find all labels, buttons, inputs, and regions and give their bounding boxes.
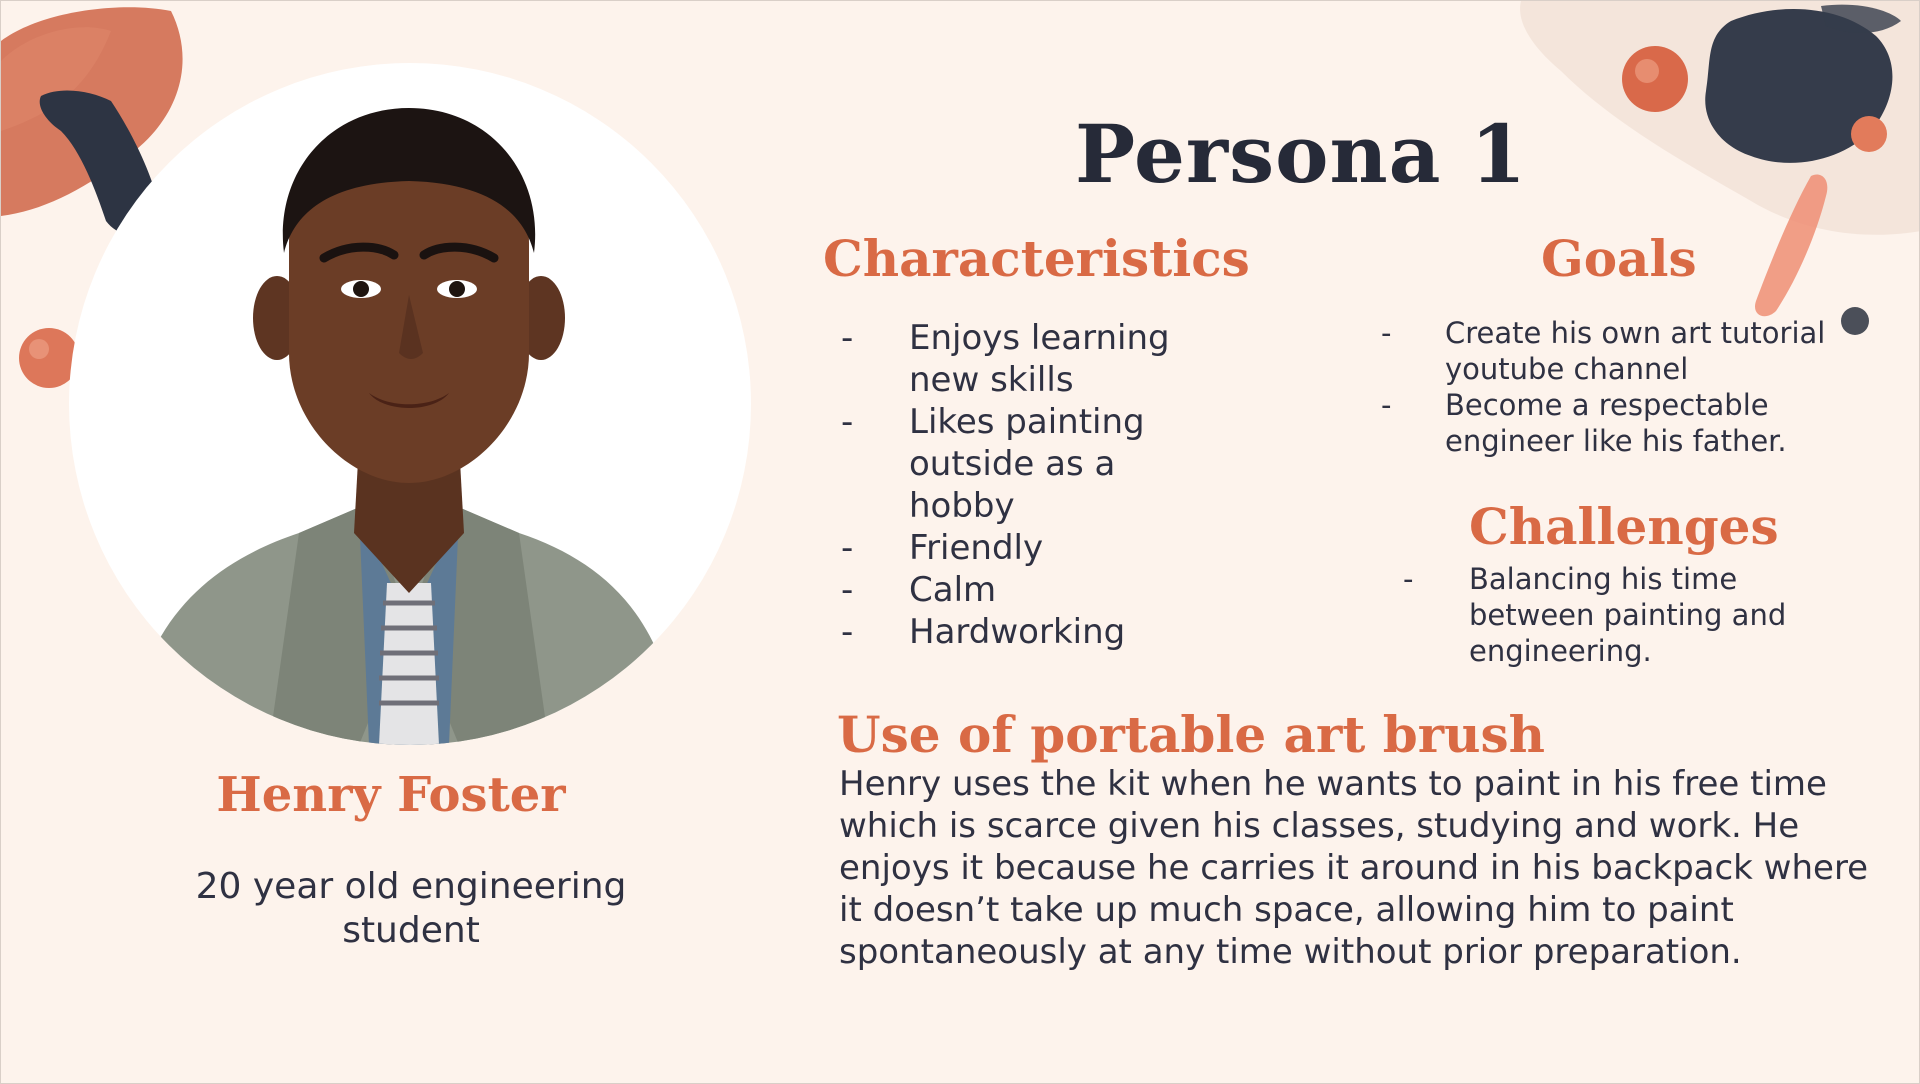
characteristic-text: outside as a	[909, 444, 1116, 484]
challenge-text: between painting and	[1469, 598, 1787, 632]
bullet-dash: -	[1381, 316, 1392, 350]
goal-text: youtube channel	[1445, 352, 1689, 386]
list-item	[841, 317, 1170, 401]
page-title: Persona 1	[1075, 107, 1527, 201]
list-item	[841, 611, 1170, 653]
challenges-list	[1403, 561, 1786, 669]
list-item	[1381, 387, 1825, 459]
list-item	[841, 401, 1170, 527]
characteristic-text: Likes painting	[909, 402, 1145, 442]
goals-heading: Goals	[1541, 229, 1697, 288]
characteristic-text: new skills	[909, 360, 1074, 400]
goal-text: Create his own art tutorial	[1445, 316, 1826, 350]
challenges-heading: Challenges	[1469, 497, 1779, 556]
characteristic-text: Friendly	[909, 528, 1044, 568]
goals-list	[1381, 315, 1825, 459]
list-item	[841, 527, 1170, 569]
bullet-dash: -	[1403, 562, 1414, 596]
goal-text: Become a respectable	[1445, 388, 1769, 422]
bullet-dash: -	[841, 318, 854, 358]
bullet-dash: -	[841, 402, 854, 442]
bullet-dash: -	[841, 528, 854, 568]
portrait-photo	[69, 63, 751, 745]
list-item	[841, 569, 1170, 611]
bullet-dash: -	[841, 570, 854, 610]
list-item	[1403, 561, 1786, 669]
challenge-text: engineering.	[1469, 634, 1652, 668]
characteristic-text: Calm	[909, 570, 997, 610]
persona-description: 20 year old engineering student	[195, 866, 627, 951]
characteristic-text: Enjoys learning	[909, 318, 1170, 358]
characteristic-text: hobby	[909, 486, 1015, 526]
goal-text: engineer like his father.	[1445, 424, 1787, 458]
usage-description: Henry uses the kit when he wants to paint in his free time which is scarce given his classes, studying and work. He enjoys it because he carries it around in his backpack where it doesn’t take up much space, allowing him to paint spontaneously at any time without prior preparation.	[839, 764, 1869, 972]
list-item	[1381, 315, 1825, 387]
characteristic-text: Hardworking	[909, 612, 1126, 652]
bullet-dash: -	[841, 612, 854, 652]
characteristics-heading: Characteristics	[823, 229, 1250, 288]
bullet-dash: -	[1381, 388, 1392, 422]
persona-name: Henry Foster	[216, 767, 566, 823]
characteristics-list	[841, 317, 1170, 653]
challenge-text: Balancing his time	[1469, 562, 1738, 596]
usage-heading: Use of portable art brush	[837, 705, 1545, 764]
